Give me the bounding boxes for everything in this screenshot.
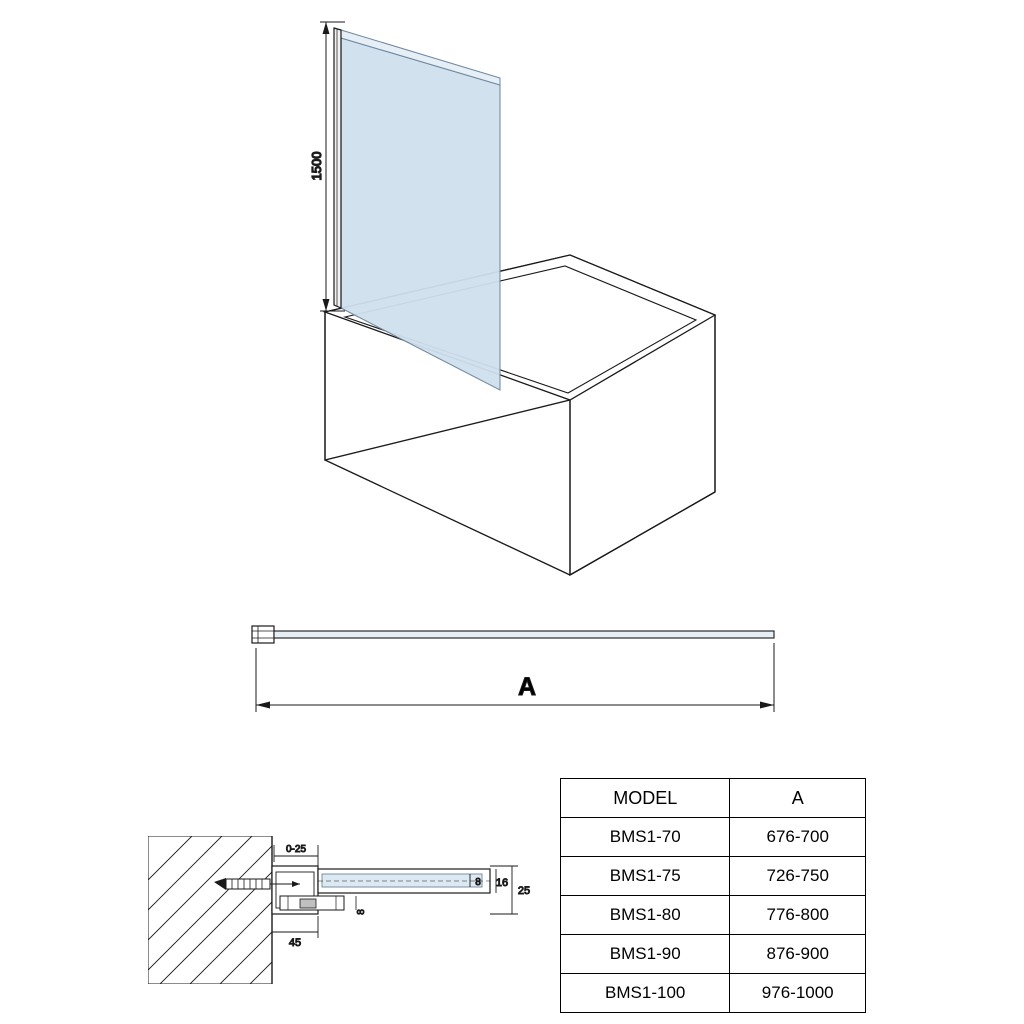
width-dimension — [256, 643, 774, 712]
cell-a: 876-900 — [730, 935, 866, 974]
wall-hatching — [148, 836, 272, 984]
outer-height-label: 25 — [517, 885, 531, 897]
table-row — [561, 974, 866, 1013]
table-row — [561, 896, 866, 935]
table-header-model: MODEL — [561, 779, 730, 818]
cell-model: BMS1-80 — [561, 896, 730, 935]
cell-model: BMS1-100 — [561, 974, 730, 1013]
table-header-row — [561, 779, 866, 818]
isometric-bath-screen-view — [309, 22, 715, 575]
depth-label: 45 — [288, 937, 302, 949]
cell-a: 726-750 — [730, 857, 866, 896]
model-dimension-table — [560, 778, 866, 1013]
cell-model: BMS1-70 — [561, 818, 730, 857]
table-row — [561, 818, 866, 857]
table-header-a: A — [730, 779, 866, 818]
cell-model: BMS1-75 — [561, 857, 730, 896]
width-dimension-label: A — [517, 673, 537, 701]
bracket-label: 8 — [356, 909, 367, 915]
outer-height-dimension — [490, 866, 518, 914]
cell-model: BMS1-90 — [561, 935, 730, 974]
gap-label: 0-25 — [285, 844, 307, 855]
cell-a: 676-700 — [730, 818, 866, 857]
inner-height-label: 16 — [495, 877, 509, 889]
depth-dimension — [272, 916, 318, 938]
cell-a: 776-800 — [730, 896, 866, 935]
table-row — [561, 857, 866, 896]
wall-profile — [334, 28, 341, 308]
wall-profile-detail-section — [148, 836, 530, 984]
glass-thickness-label: 8 — [475, 877, 481, 888]
cell-a: 976-1000 — [730, 974, 866, 1013]
top-plan-width-view — [252, 626, 774, 712]
table-row — [561, 935, 866, 974]
height-label: 1500 — [309, 151, 324, 181]
